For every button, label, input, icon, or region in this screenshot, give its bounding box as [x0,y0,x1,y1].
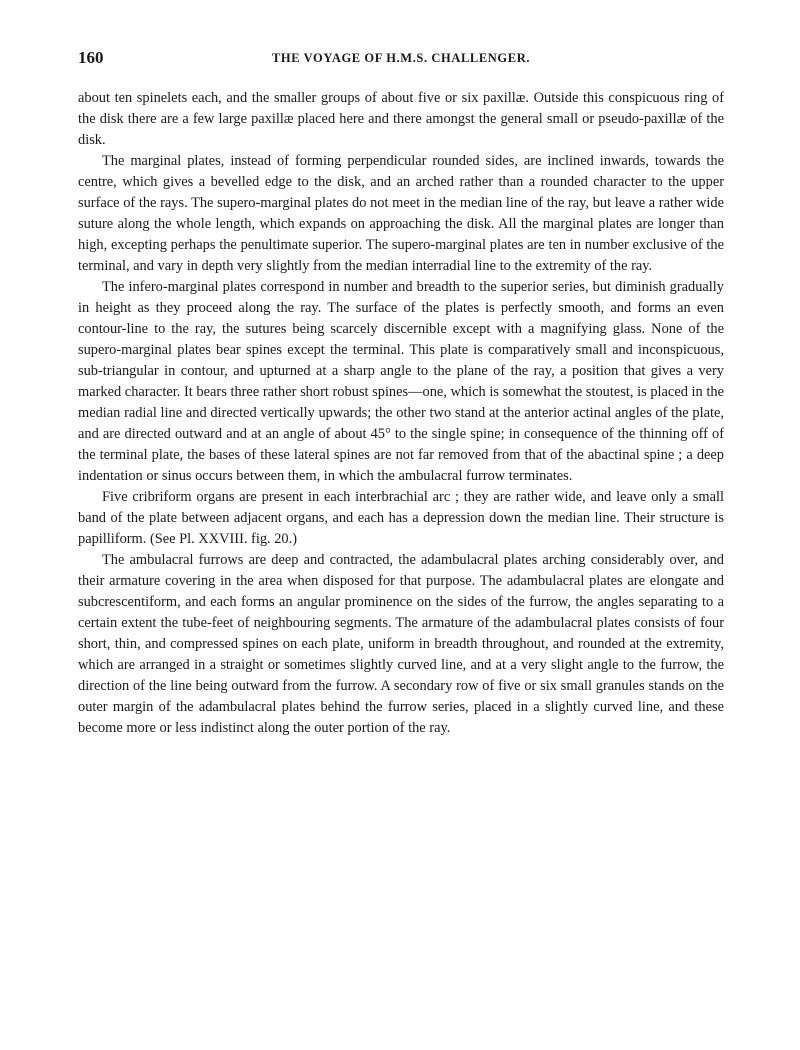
running-title: THE VOYAGE OF H.M.S. CHALLENGER. [271,51,531,65]
page-header [78,48,724,72]
page-number: 160 [78,48,104,67]
paragraph-infero-marginal-plates: The infero-marginal plates correspond in number and breadth to the superior series, but diminish gradually in height as they proceed along the ray. The surface of the plates is perfectly smooth, and forms an even contour-line to the ray, the sutures being scarcely discernible except with a magnifying glass. None of the supero-marginal plates bear spines except the terminal. This plate is comparatively small and inconspicuous, sub-triangular in contour, and upturned at a sharp angle to the plane of the ray, a position that gives a very marked character. It bears three rather short robust spines—one, which is somewhat the stoutest, is placed in the median radial line and directed vertically upwards; the other two stand at the anterior actinal angles of the plate, and are directed outward and at an angle of about 45° to the single spine; in consequence of the thinning off of the terminal plate, the bases of these lateral spines are not far removed from that of the abactinal spine ; a deep indentation or sinus occurs between them, in which the ambulacral furrow terminates. [78,279,724,484]
paragraph-ambulacral-furrows: The ambulacral furrows are deep and contracted, the adambulacral plates arching considerably over, and their armature covering in the area when disposed for that purpose. The adambulacral plates are elongate and subcrescentiform, and each forms an angular prominence on the sides of the furrow, the angles separating to a certain extent the tube-feet of neighbouring segments. The armature of the adambulacral plates consists of four short, thin, and compressed spines on each plate, uniform in breadth throughout, and rounded at the extremity, which are arranged in a straight or sometimes slightly curved line, and at a very slight angle to the furrow, the direction of the line being outward from the furrow. A secondary row of five or six small granules stands on the outer margin of the adambulacral plates behind the furrow series, placed in a slightly curved line, and these become more or less indistinct along the outer portion of the ray. [78,552,724,736]
paragraph-cribriform-organs: Five cribriform organs are present in each interbrachial arc ; they are rather wide, and leave only a small band of the plate between adjacent organs, and each has a depression down the median line. Their structure is papilliform. (See Pl. XXVIII. fig. 20.) [78,489,724,547]
body-text [78,88,724,739]
paragraph-continued: about ten spinelets each, and the smaller groups of about five or six paxillæ. Outside this conspicuous ring of the disk there are a few large paxillæ placed here and there amongst the general small or pseudo-paxillæ of the disk. [78,90,724,148]
paragraph-marginal-plates: The marginal plates, instead of forming perpendicular rounded sides, are inclined inwards, towards the centre, which gives a bevelled edge to the disk, and an arched rather than a rounded character to the upper surface of the rays. The supero-marginal plates do not meet in the median line of the ray, but leave a rather wide suture along the whole length, which expands on approaching the disk. All the marginal plates are longer than high, excepting perhaps the penultimate superior. The supero-marginal plates are ten in number exclusive of the terminal, and vary in depth very slightly from the median interradial line to the extremity of the ray. [78,153,724,274]
